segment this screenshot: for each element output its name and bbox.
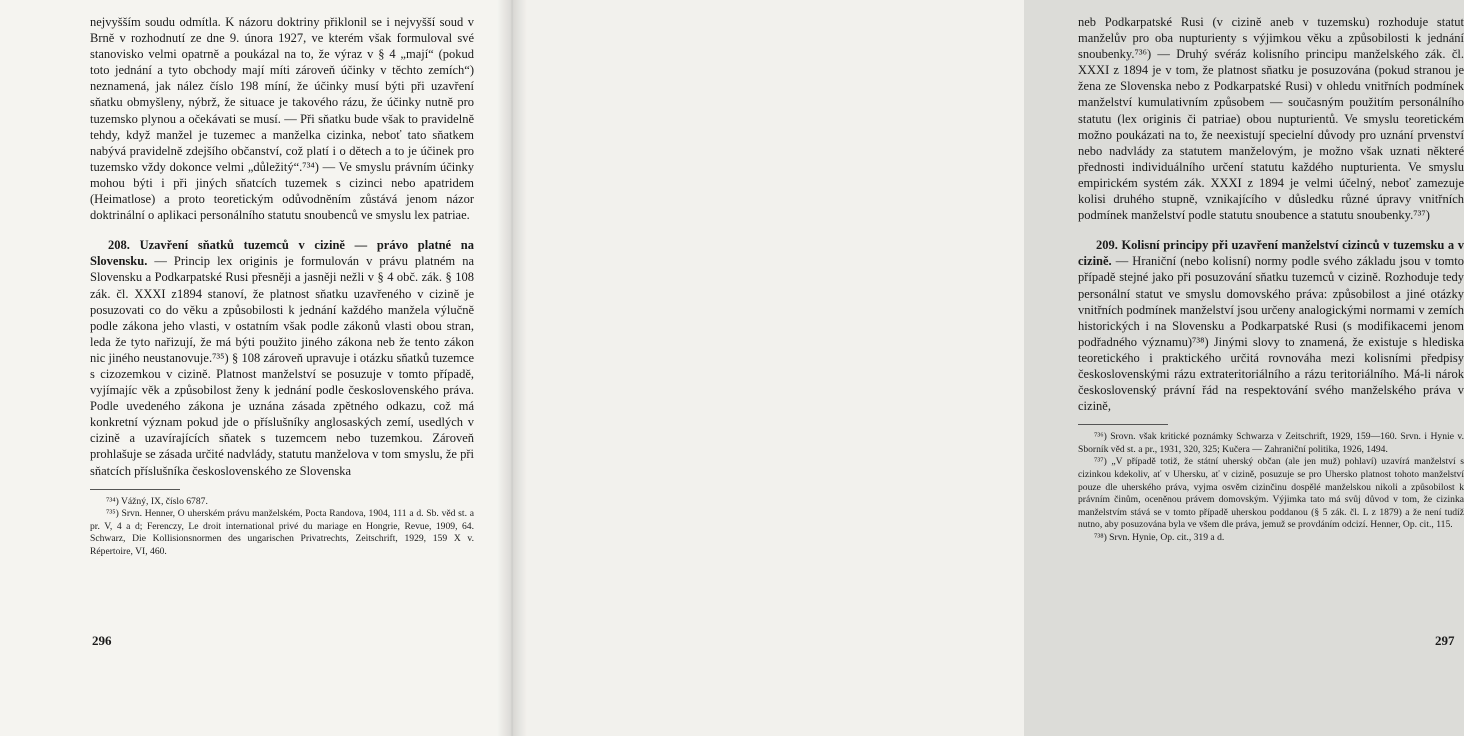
section-209-heading: 209. Kolisní principy při uzavření manželství cizinců v tuzemsku a v cizině. <box>1078 238 1464 269</box>
section-209 <box>1078 237 1464 414</box>
footnote-737: ⁷³⁷) „V případě totiž, že státní uherský občan (ale jen muž) pohlaví) uzavírá manželství s cizinkou kdekoliv, ať v Uhersku, ať v cizině, posuzuje se pro Uhersko platnost tohoto manželství pouze dle uherského práva, vyjma osvěm cizinčinu dospělé manželskou nikoli a způsobilost k právním činům, oceněnou právem domovským. Výjimka tato má svůj důvod v tom, že cizinka manželstvím stává se v tomto případě uherskou poddanou (§ 5 zák. čl. L z 1879) a že není tudíž nutno, aby posuzována byla ve všem dle práva, jemuž se provdáním odcizí. Henner, Op. cit., 115. <box>1078 456 1464 531</box>
footnote-735: ⁷³⁵) Srvn. Henner, O uherském právu manželském, Pocta Randova, 1904, 111 a d. Sb. věd st. a pr. V, 4 a d; Ferenczy, Le droit international privé du mariage en Hongrie, Revue, 1909, 64. Schwarz, Die Kollisionsnormen des ungarischen Privatrechts, Zeitschrift, 1929, 159 X v. Répertoire, VI, 460. <box>90 508 474 557</box>
book-gutter <box>497 0 527 736</box>
section-208-body: — Princip lex originis je formulován v právu platném na Slovensku a Podkarpatské Rusi přesněji a jasněji nežli v § 4 obč. zák. § 108 zák. čl. XXXI z1894 stanoví, že platnost sňatku uzavřeného v cizině je posuzovati co do věku a způsobilosti k jednání každého manžela výlučně podle zákona jeho vlasti, v ostatním však podle zákonů vlasti obou stran, leda že tyto nařizují, že má býti použito jiného zákona neb že tento zákon nic jiného neustanovuje.⁷³⁵) § 108 zároveň upravuje i otázku sňatků tuzemce s cizozemkou v cizině. Platnost manželství se posuzuje v tomto případě, vyjímajíc věk a způsobilost ženy k jednání podle československého práva. Podle uvedeného zákona je uznána zásada zpětného odkazu, což má konkretní význam pokud jde o příslušníky anglosaských zemí, usedlých v cizině a uzavírajících sňatek s tuzemcem nebo tuzemkou. Zároveň prohlašuje se zásada určité nadvlády, statutu manželova v tom smyslu, že při sňatcích příslušníka československého ze Slovenska <box>90 254 474 478</box>
left-text-column <box>90 14 474 559</box>
left-paragraph-1: nejvyšším soudu odmítla. K názoru doktriny přiklonil se i nejvyšší soud v Brně v rozhodnutí ze dne 9. února 1927, ve kterém však formuloval své stanovisko velmi opatrně a poukázal na to, že výraz v § 4 „mají“ (pokud toto jednání a tyto obchody mají míti zároveň účinky v těchto zemích“) neznamená, jak nález číslo 198 míní, že účinky musí býti při uzavření sňatku obmyšleny, nýbrž, že situace je takového rázu, že účinky nutně pro tuzemsko plynou a očekávati se musí. — Při sňatku bude však to pravidelně tehdy, když manžel je tuzemec a manželka cizinka, neboť tato sňatkem nabývá pravidelně zdejšího občanství, což platí i o dětech a to je účinek pro tuzemsko vždy dokonce velmi „důležitý“.⁷³⁴) — Ve smyslu právním účinky mohou býti i při jiných sňatcích tuzemek s cizinci nebo apatridem (Heimatlose) a proto teoretickým odůvodněním zůstává jenom názor doktrinální o aplikaci personálního statutu snoubenců ve smyslu lex patriae. <box>90 15 474 223</box>
section-208 <box>90 237 474 478</box>
left-page <box>0 0 512 736</box>
right-text-column <box>1078 14 1464 545</box>
section-208-heading: 208. Uzavření sňatků tuzemců v cizině — právo platné na Slovensku. <box>90 238 474 269</box>
footnote-divider <box>90 489 180 490</box>
footnote-divider <box>1078 424 1168 425</box>
footnote-738: ⁷³⁸) Srvn. Hynie, Op. cit., 319 a d. <box>1094 532 1225 543</box>
right-paragraph-1: neb Podkarpatské Rusi (v cizině aneb v tuzemsku) rozhoduje statut manželův pro oba nupturienty s výjimkou věku a způsobilosti k jednání snoubenky.⁷³⁶) — Druhý svéráz kolisního principu manželského zák. čl. XXXI z 1894 je v tom, že platnost sňatku je posuzována (pokud stranou je žena ze Slovenska nebo z Podkarpatské Rusi) v ohledu vnitřních podmínek manželství kumulativním způsobem — současným použitím personálního statutu (lex originis či patriae) obou nupturientů. Ve smyslu teoretickém možno poukázati na to, že neexistují specielní důvody pro uznání prvenství nebo nadvlády za statutem manželovým, je možno však uznati některé přednosti individuálního určení statutu každého nupturienta. Ve smyslu empirickém systém zák. XXXI z 1894 je velmi účelný, neboť zamezuje kolisi druhého stupně, vznikajícího v důsledku různé úpravy vnitřních podmínek manželství podle statutu snoubence a statutu snoubenky.⁷³⁷) <box>1078 15 1464 223</box>
right-page <box>512 0 1464 736</box>
section-209-body: — Hraniční (nebo kolisní) normy podle svého základu jsou v tomto případě stejné jako při posuzování sňatku tuzemců v cizině. Rozhoduje tedy personální statut ve smyslu domovského práva: způsobilost a jiné otázky vnitřních podmínek manželství jsou určeny analogickými normami v zemích historických i na Slovensku a Podkarpatské Rusi (s modifikacemi jenom podřadného významu)⁷³⁸) Jinými slovy to znamená, že existuje s hlediska teoretického i praktického určitá rovnováha mezi kolisními předpisy československými rázu extrateritoriálního a rázu teritoriálního. Má-li nárok československý právní řád na respektování svého manželského práva v cizině, <box>1078 254 1464 414</box>
footnote-734: ⁷³⁴) Vážný, IX, číslo 6787. <box>106 495 208 507</box>
footnote-736: ⁷³⁶) Srovn. však kritické poznámky Schwarza v Zeitschrift, 1929, 159—160. Srvn. i Hynie v. Sborník věd st. a pr., 1931, 320, 325; Kučera — Zahraniční politika, 1926, 1494. <box>1078 431 1464 455</box>
page-number-right: 297 <box>1435 633 1455 648</box>
page-number-left: 296 <box>92 633 112 648</box>
